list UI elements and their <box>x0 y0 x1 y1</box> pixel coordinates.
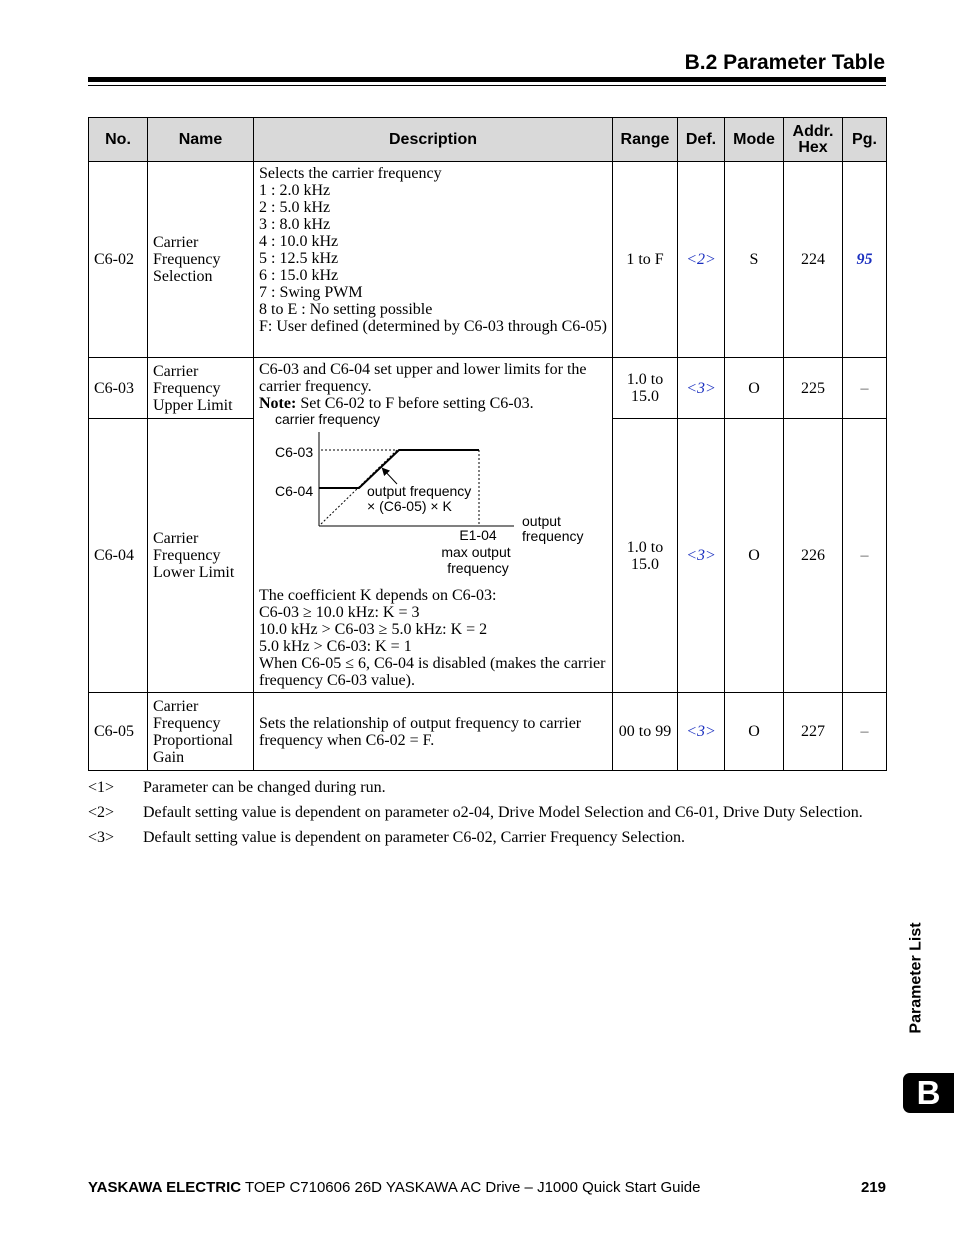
cell-no: C6-03 <box>89 358 148 419</box>
footer-doc-title: TOEP C710606 26D YASKAWA AC Drive – J1000 Quick Start Guide <box>241 1179 701 1196</box>
table-row-c6-05 <box>89 693 887 771</box>
cell-no: C6-04 <box>89 419 148 693</box>
col-header-addr-hex: Addr. Hex <box>784 118 843 162</box>
cell-default[interactable] <box>678 419 725 693</box>
appendix-tab[interactable]: B <box>903 1073 954 1113</box>
section-title: B.2 Parameter Table <box>684 51 885 74</box>
page-dash: – <box>860 723 869 740</box>
cell-name: Carrier Frequency Lower Limit <box>148 419 254 693</box>
cell-description: Sets the relationship of output frequency to carrier frequency when C6-02 = F. <box>254 693 613 771</box>
footnote-text: Default setting value is dependent on parameter o2-04, Drive Model Selection and C6-01, Drive Duty Selection. <box>143 804 863 821</box>
col-header-range: Range <box>613 118 678 162</box>
carrier-frequency-graph <box>259 412 607 587</box>
cell-mode: O <box>725 419 784 693</box>
cell-page[interactable] <box>843 162 887 358</box>
cell-addr-hex: 227 <box>784 693 843 771</box>
cell-addr-hex: 226 <box>784 419 843 693</box>
title-rule-thin <box>88 85 886 86</box>
page-footer <box>88 1179 886 1199</box>
cell-addr-hex: 224 <box>784 162 843 358</box>
cell-no: C6-02 <box>89 162 148 358</box>
table-row-c6-02 <box>89 162 887 358</box>
cell-name: Carrier Frequency Upper Limit <box>148 358 254 419</box>
note-label: Note: <box>259 395 297 412</box>
page-dash: – <box>860 547 869 565</box>
col-header-name: Name <box>148 118 254 162</box>
default-link[interactable]: <3> <box>686 723 716 740</box>
col-header-default: Def. <box>678 118 725 162</box>
page-dash: – <box>860 379 869 397</box>
cell-addr-hex: 225 <box>784 358 843 419</box>
cell-range: 1 to F <box>613 162 678 358</box>
cell-default[interactable] <box>678 162 725 358</box>
graph-upper-label: C6-03 <box>275 444 314 460</box>
parameter-table <box>88 117 887 771</box>
description-after-graph: The coefficient K depends on C6-03: C6-03 ≥ 10.0 kHz: K = 3 10.0 kHz > C6-03 ≥ 5.0 kHz: K = 2 5.0 kHz > C6-03: K = 1 When C6-05 ≤ 6, C6-04 is disabled (makes the carrier frequency C6-03 value). <box>259 587 606 689</box>
default-link[interactable]: <3> <box>686 547 716 565</box>
graph-svg <box>259 412 618 587</box>
col-header-page: Pg. <box>843 118 887 162</box>
graph-x-tick-label-3: frequency <box>447 560 509 576</box>
cell-mode: O <box>725 358 784 419</box>
col-header-mode: Mode <box>725 118 784 162</box>
cell-mode: O <box>725 693 784 771</box>
default-link[interactable]: <3> <box>686 379 716 397</box>
cell-description: Selects the carrier frequency 1 : 2.0 kHz 2 : 5.0 kHz 3 : 8.0 kHz 4 : 10.0 kHz 5 : 12.5 kHz 6 : 15.0 kHz 7 : Swing PWM 8 to E : No setting possible F: User defined (determined by C6-03 through C6-05) <box>254 162 613 358</box>
chapter-side-label <box>904 918 926 1043</box>
cell-mode: S <box>725 162 784 358</box>
cell-name: Carrier Frequency Proportional Gain <box>148 693 254 771</box>
graph-slope-label-2: × (C6-05) × K <box>367 498 452 514</box>
default-link[interactable]: <2> <box>686 251 716 268</box>
description-text: C6-03 and C6-04 set upper and lower limits for the carrier frequency. <box>259 361 587 395</box>
col-header-description: Description <box>254 118 613 162</box>
cell-range: 1.0 to 15.0 <box>613 358 678 419</box>
description-note <box>259 395 607 412</box>
cell-no: C6-05 <box>89 693 148 771</box>
graph-slope-label-1: output frequency <box>367 483 472 499</box>
cell-range: 1.0 to 15.0 <box>613 419 678 693</box>
cell-default[interactable] <box>678 693 725 771</box>
graph-lower-label: C6-04 <box>275 483 314 499</box>
graph-x-axis-label-1: output <box>522 513 561 529</box>
footnote-tag: <3> <box>88 829 115 846</box>
graph-x-axis-label-2: frequency <box>522 528 584 544</box>
cell-page <box>843 693 887 771</box>
page-number: 219 <box>860 1179 886 1196</box>
note-text: Set C6-02 to F before setting C6-03. <box>296 395 534 412</box>
footnote-text: Default setting value is dependent on parameter C6-02, Carrier Frequency Selection. <box>143 829 686 846</box>
table-row-c6-03 <box>89 358 887 419</box>
cell-page <box>843 419 887 693</box>
graph-x-tick-label-2: max output <box>441 544 511 560</box>
footnote-text: Parameter can be changed during run. <box>143 779 386 796</box>
graph-slope-arrow <box>383 469 397 484</box>
graph-y-axis-label: carrier frequency <box>275 412 381 427</box>
title-rule <box>88 77 886 82</box>
page-link[interactable]: 95 <box>856 251 873 268</box>
cell-range: 00 to 99 <box>613 693 678 771</box>
graph-x-tick-label-1: E1-04 <box>459 527 497 543</box>
cell-name: Carrier Frequency Selection <box>148 162 254 358</box>
col-header-no: No. <box>89 118 148 162</box>
chapter-label-text: Parameter List <box>907 922 925 1034</box>
footer-doc-info <box>88 1179 700 1196</box>
footnote-tag: <2> <box>88 804 115 821</box>
cell-default[interactable] <box>678 358 725 419</box>
table-header-row <box>89 118 887 162</box>
footnote-tag: <1> <box>88 779 115 796</box>
footer-company: YASKAWA ELECTRIC <box>88 1179 242 1196</box>
cell-description-shared <box>254 358 613 693</box>
cell-page <box>843 358 887 419</box>
